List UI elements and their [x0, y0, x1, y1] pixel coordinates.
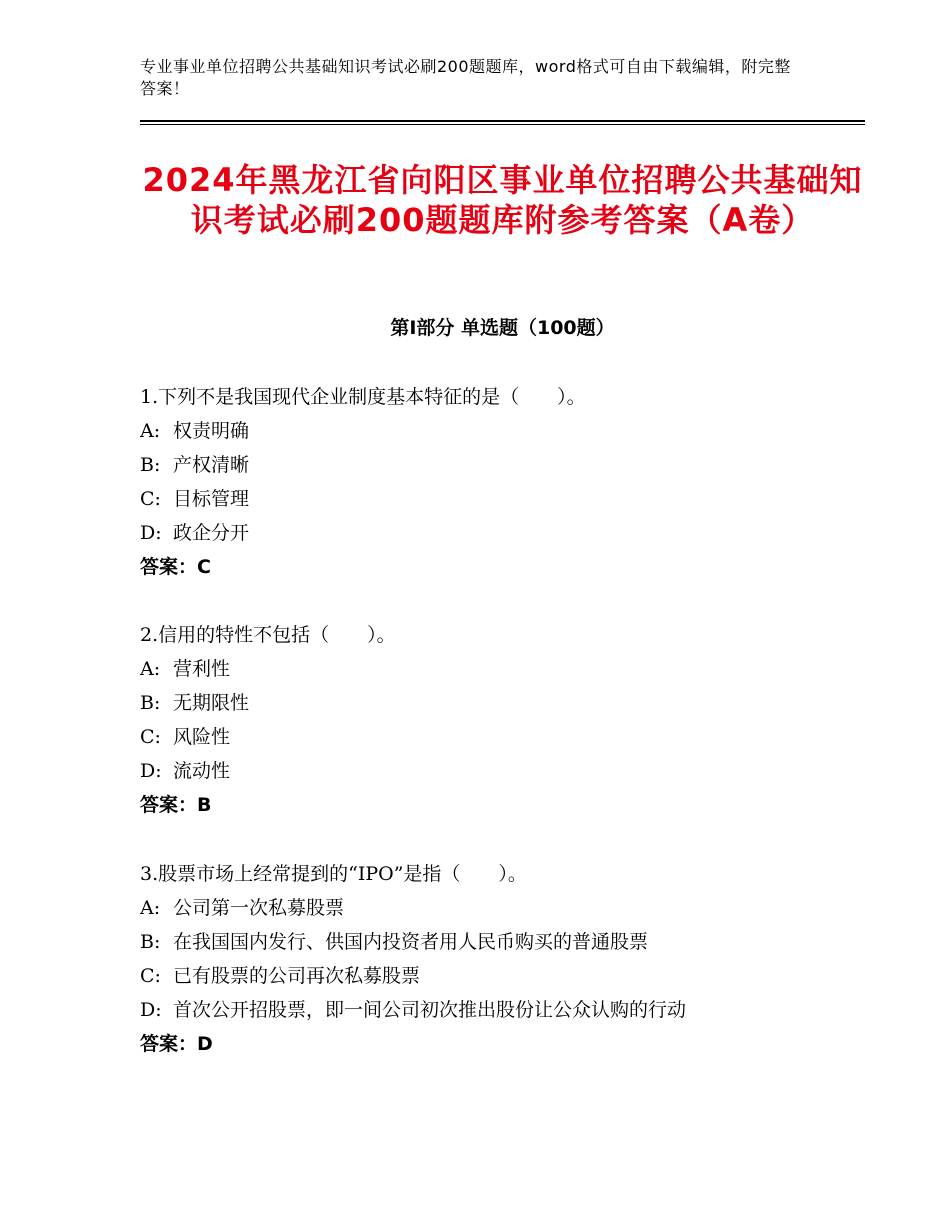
- answer-label: 答案：D: [140, 1033, 213, 1055]
- option-letter: B:: [140, 931, 161, 953]
- divider-thick-line: [140, 120, 865, 122]
- option-text: 已有股票的公司再次私募股票: [173, 965, 421, 987]
- option-b: [140, 925, 865, 959]
- option-c: [140, 720, 865, 754]
- option-b: [140, 686, 865, 720]
- option-letter: A:: [140, 658, 161, 680]
- option-letter: B:: [140, 692, 161, 714]
- option-b: [140, 448, 865, 482]
- question-stem: 3.股票市场上经常提到的“IPO”是指（ ）。: [140, 863, 527, 885]
- option-letter: C:: [140, 726, 161, 748]
- question-stem: 2.信用的特性不包括（ ）。: [140, 624, 396, 646]
- header-note: 专业事业单位招聘公共基础知识考试必刷200题题库，word格式可自由下载编辑，附完整答案！: [140, 57, 791, 98]
- section-title: 第Ⅰ部分 单选题（100题）: [390, 317, 615, 339]
- question-stem: 1.下列不是我国现代企业制度基本特征的是（ ）。: [140, 386, 586, 408]
- option-text: 产权清晰: [173, 454, 250, 476]
- option-text: 权责明确: [173, 420, 250, 442]
- option-d: [140, 754, 865, 788]
- option-letter: D:: [140, 999, 162, 1021]
- option-letter: A:: [140, 897, 161, 919]
- question-3: [140, 857, 865, 1061]
- header-divider: [140, 120, 865, 125]
- answer-label: 答案：B: [140, 794, 212, 816]
- option-text: 无期限性: [173, 692, 250, 714]
- option-text: 目标管理: [173, 488, 250, 510]
- option-text: 风险性: [173, 726, 231, 748]
- option-text: 公司第一次私募股票: [173, 897, 345, 919]
- option-letter: B:: [140, 454, 161, 476]
- answer-label: 答案：C: [140, 556, 211, 578]
- option-letter: D:: [140, 760, 162, 782]
- option-c: [140, 482, 865, 516]
- option-text: 首次公开招股票，即一间公司初次推出股份让公众认购的行动: [173, 999, 687, 1021]
- document-title: 2024年黑龙江省向阳区事业单位招聘公共基础知识考试必刷200题题库附参考答案（A卷）: [142, 161, 863, 239]
- option-letter: A:: [140, 420, 161, 442]
- option-d: [140, 516, 865, 550]
- option-letter: C:: [140, 965, 161, 987]
- option-a: [140, 652, 865, 686]
- option-text: 营利性: [173, 658, 231, 680]
- option-text: 政企分开: [173, 522, 250, 544]
- question-1: [140, 380, 865, 584]
- option-letter: C:: [140, 488, 161, 510]
- question-2: [140, 618, 865, 822]
- option-letter: D:: [140, 522, 162, 544]
- option-text: 在我国国内发行、供国内投资者用人民币购买的普通股票: [173, 931, 649, 953]
- option-text: 流动性: [173, 760, 231, 782]
- option-a: [140, 891, 865, 925]
- option-a: [140, 414, 865, 448]
- divider-thin-line: [140, 124, 865, 125]
- option-d: [140, 993, 865, 1027]
- option-c: [140, 959, 865, 993]
